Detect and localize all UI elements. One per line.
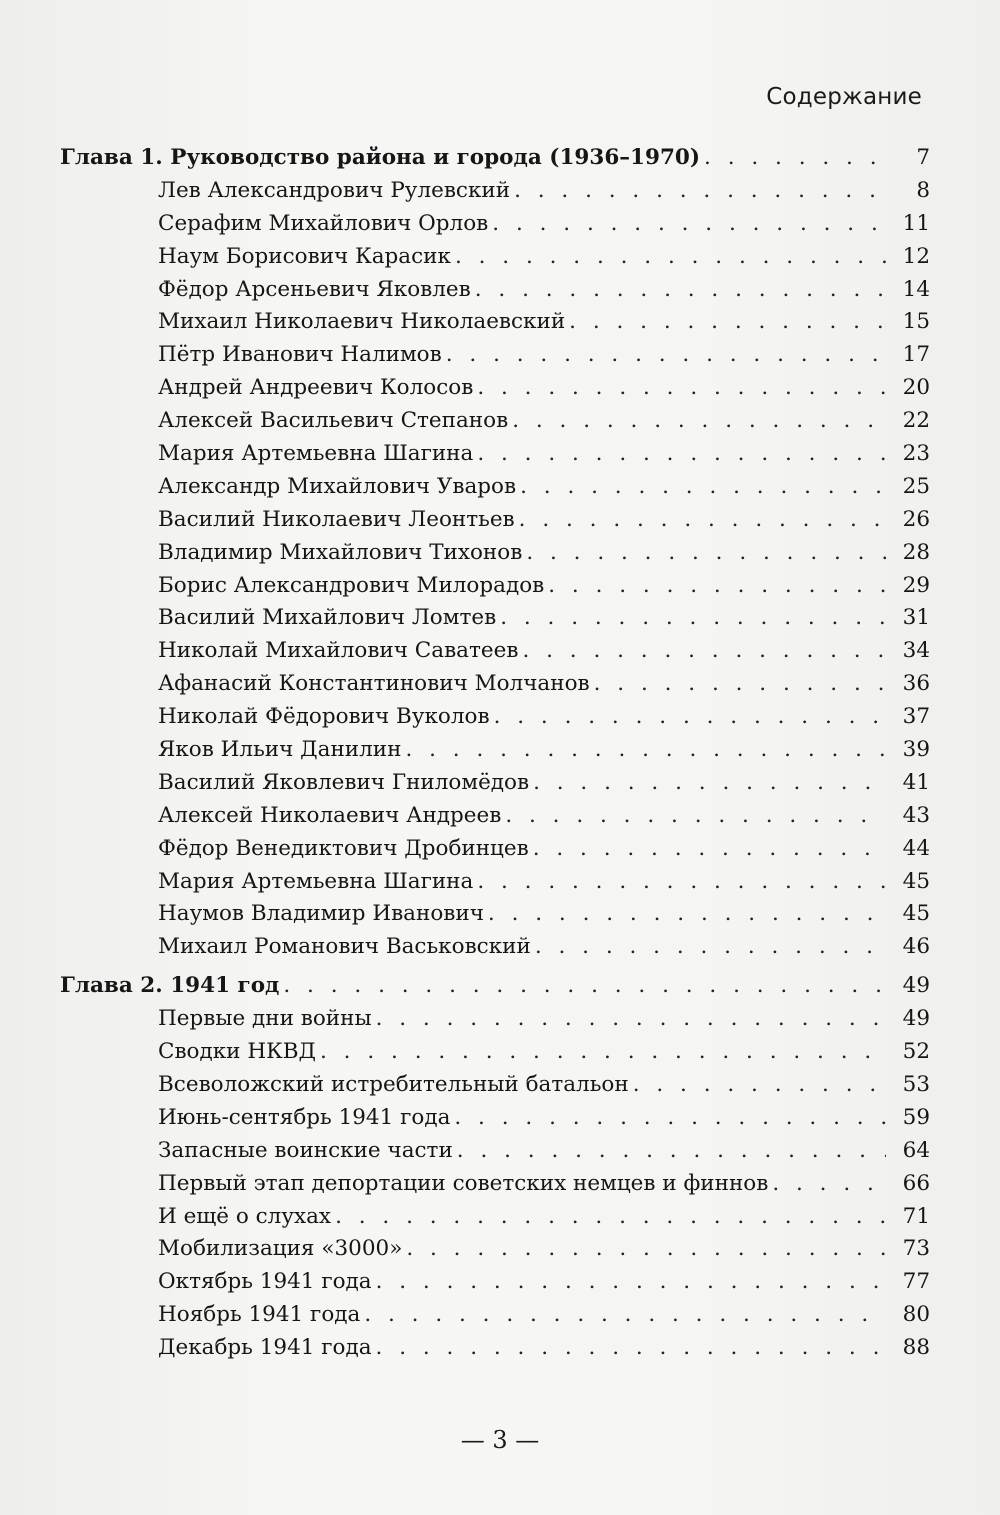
- toc-entry-title: Июнь-сентябрь 1941 года: [158, 1104, 451, 1130]
- toc-entry-row: [60, 1201, 930, 1234]
- toc-entry-row: [60, 701, 930, 734]
- dot-leader: [454, 1102, 886, 1135]
- dot-leader: [405, 734, 886, 767]
- toc-entry-row: [60, 668, 930, 701]
- toc-entry-row: [60, 866, 930, 899]
- toc-entry-row: [60, 1233, 930, 1266]
- toc-entry-title: Николай Фёдорович Вуколов: [158, 704, 490, 730]
- toc-entry-page: 37: [902, 704, 930, 730]
- dot-leader: [704, 142, 886, 175]
- toc-entry-row: [60, 372, 930, 405]
- dot-leader: [594, 668, 886, 701]
- dot-leader: [376, 1332, 886, 1365]
- toc-entry-title: Лев Александрович Рулевский: [158, 177, 511, 203]
- toc-entry-page: 73: [902, 1236, 930, 1262]
- dot-leader: [477, 866, 886, 899]
- toc-entry-row: [60, 931, 930, 964]
- toc-entry-page: 8: [916, 177, 930, 203]
- toc-entry-row: [60, 175, 930, 208]
- toc-entry-page: 77: [902, 1269, 930, 1295]
- dot-leader: [477, 438, 886, 471]
- toc-entry-row: [60, 1102, 930, 1135]
- toc-entry-row: [60, 570, 930, 603]
- toc-entry-page: 22: [902, 408, 930, 434]
- toc-entry-title: Фёдор Венедиктович Дробинцев: [158, 835, 529, 861]
- toc-entry-title: И ещё о слухах: [158, 1203, 332, 1229]
- toc-entry-row: [60, 1003, 930, 1036]
- toc-entry-title: Наумов Владимир Иванович: [158, 901, 484, 927]
- dot-leader: [512, 405, 886, 438]
- toc-entry-row: [60, 800, 930, 833]
- dot-leader: [320, 1036, 886, 1069]
- toc-entry-page: 25: [902, 473, 930, 499]
- toc-entry-row: [60, 1135, 930, 1168]
- dot-leader: [376, 1003, 886, 1036]
- toc-entry-page: 53: [902, 1071, 930, 1097]
- dot-leader: [406, 1233, 886, 1266]
- toc-entry-title: Октябрь 1941 года: [158, 1269, 372, 1295]
- toc-entry-row: [60, 241, 930, 274]
- toc-entry-title: Афанасий Константинович Молчанов: [158, 671, 590, 697]
- toc-entry-page: 28: [902, 539, 930, 565]
- toc-entry-page: 26: [902, 506, 930, 532]
- toc-entry-page: 20: [902, 375, 930, 401]
- dot-leader: [488, 898, 886, 931]
- toc-entry-title: Пётр Иванович Налимов: [158, 342, 442, 368]
- toc-chapter-row: [60, 970, 930, 1003]
- toc-entry-page: 66: [902, 1170, 930, 1196]
- page-title: Содержание: [766, 84, 922, 110]
- dot-leader: [522, 635, 886, 668]
- toc-entry-page: 39: [902, 737, 930, 763]
- toc-entry-title: Первый этап депортации советских немцев и финнов: [158, 1170, 769, 1196]
- toc-entry-page: 31: [902, 605, 930, 631]
- toc-entry-title: Мария Артемьевна Шагина: [158, 441, 474, 467]
- toc-entry-title: Декабрь 1941 года: [158, 1335, 372, 1361]
- dot-leader: [500, 602, 886, 635]
- dot-leader: [548, 570, 886, 603]
- toc-entry-row: [60, 602, 930, 635]
- toc-entry-page: 52: [902, 1039, 930, 1065]
- dot-leader: [376, 1266, 886, 1299]
- dot-leader: [446, 339, 886, 372]
- toc-entry-page: 49: [902, 973, 930, 999]
- toc-entry-title: Ноябрь 1941 года: [158, 1302, 361, 1328]
- dot-leader: [772, 1168, 886, 1201]
- toc-entry-title: Михаил Николаевич Николаевский: [158, 309, 566, 335]
- toc-entry-title: Борис Александрович Милорадов: [158, 572, 545, 598]
- dot-leader: [364, 1299, 886, 1332]
- toc-entry-row: [60, 471, 930, 504]
- toc-entry-title: Алексей Васильевич Степанов: [158, 408, 509, 434]
- toc-entry-row: [60, 306, 930, 339]
- toc-entry-row: [60, 208, 930, 241]
- dot-leader: [283, 970, 886, 1003]
- dot-leader: [475, 274, 886, 307]
- dot-leader: [533, 833, 886, 866]
- toc-entry-page: 23: [902, 441, 930, 467]
- toc-entry-row: [60, 339, 930, 372]
- toc-entry-row: [60, 1332, 930, 1365]
- toc-entry-title: Серафим Михайлович Орлов: [158, 210, 489, 236]
- page-number: — 3 —: [460, 1426, 540, 1454]
- toc-entry-page: 45: [902, 901, 930, 927]
- toc-entry-page: 80: [902, 1302, 930, 1328]
- toc-entry-row: [60, 438, 930, 471]
- toc-entry-title: Владимир Михайлович Тихонов: [158, 539, 523, 565]
- dot-leader: [494, 701, 886, 734]
- toc-entry-row: [60, 1069, 930, 1102]
- dot-leader: [514, 175, 886, 208]
- toc-entry-title: Алексей Николаевич Андреев: [158, 802, 502, 828]
- dot-leader: [477, 372, 886, 405]
- toc-entry-title: Запасные воинские части: [158, 1137, 453, 1163]
- toc-entry-title: Фёдор Арсеньевич Яковлев: [158, 276, 471, 302]
- toc-entry-title: Андрей Андреевич Колосов: [158, 375, 474, 401]
- dot-leader: [633, 1069, 886, 1102]
- toc-entry-title: Всеволожский истребительный батальон: [158, 1071, 629, 1097]
- toc-entry-page: 11: [902, 210, 930, 236]
- toc-entry-page: 43: [902, 802, 930, 828]
- dot-leader: [526, 537, 886, 570]
- toc-entry-page: 14: [902, 276, 930, 302]
- toc-entry-title: Сводки НКВД: [158, 1039, 317, 1065]
- toc-entry-page: 46: [902, 934, 930, 960]
- toc-entry-title: Мария Артемьевна Шагина: [158, 868, 474, 894]
- toc-entry-page: 15: [902, 309, 930, 335]
- dot-leader: [457, 1135, 886, 1168]
- toc-entry-title: Наум Борисович Карасик: [158, 243, 451, 269]
- toc-entry-page: 49: [902, 1006, 930, 1032]
- table-of-contents: [60, 142, 930, 1365]
- toc-entry-title: Михаил Романович Васьковский: [158, 934, 531, 960]
- toc-entry-page: 88: [902, 1335, 930, 1361]
- toc-entry-title: Глава 2. 1941 год: [60, 973, 280, 999]
- toc-entry-page: 36: [902, 671, 930, 697]
- toc-entry-row: [60, 767, 930, 800]
- toc-entry-page: 59: [902, 1104, 930, 1130]
- toc-entry-title: Василий Яковлевич Гниломёдов: [158, 769, 530, 795]
- toc-chapter-row: [60, 142, 930, 175]
- toc-entry-title: Глава 1. Руководство района и города (1936–1970): [60, 145, 701, 170]
- toc-entry-title: Яков Ильич Данилин: [158, 737, 402, 763]
- dot-leader: [335, 1201, 886, 1234]
- toc-entry-row: [60, 734, 930, 767]
- toc-entry-row: [60, 1036, 930, 1069]
- dot-leader: [569, 306, 886, 339]
- dot-leader: [520, 471, 886, 504]
- toc-entry-page: 17: [902, 342, 930, 368]
- toc-entry-row: [60, 405, 930, 438]
- toc-entry-page: 7: [916, 145, 930, 170]
- toc-entry-row: [60, 537, 930, 570]
- dot-leader: [533, 767, 886, 800]
- dot-leader: [535, 931, 886, 964]
- toc-entry-title: Мобилизация «3000»: [158, 1236, 403, 1262]
- toc-entry-page: 34: [902, 638, 930, 664]
- toc-entry-page: 64: [902, 1137, 930, 1163]
- toc-entry-title: Николай Михайлович Саватеев: [158, 638, 519, 664]
- toc-entry-row: [60, 1299, 930, 1332]
- toc-entry-title: Первые дни войны: [158, 1006, 372, 1032]
- dot-leader: [519, 504, 886, 537]
- dot-leader: [455, 241, 886, 274]
- toc-entry-title: Василий Михайлович Ломтев: [158, 605, 497, 631]
- toc-entry-row: [60, 504, 930, 537]
- dot-leader: [505, 800, 886, 833]
- toc-entry-row: [60, 1168, 930, 1201]
- toc-entry-page: 12: [902, 243, 930, 269]
- toc-entry-page: 45: [902, 868, 930, 894]
- dot-leader: [492, 208, 886, 241]
- toc-entry-row: [60, 635, 930, 668]
- toc-entry-title: Василий Николаевич Леонтьев: [158, 506, 515, 532]
- toc-entry-page: 71: [902, 1203, 930, 1229]
- toc-entry-row: [60, 1266, 930, 1299]
- toc-entry-title: Александр Михайлович Уваров: [158, 473, 517, 499]
- toc-entry-row: [60, 274, 930, 307]
- toc-entry-row: [60, 833, 930, 866]
- toc-entry-page: 44: [902, 835, 930, 861]
- toc-entry-page: 41: [902, 769, 930, 795]
- toc-entry-row: [60, 898, 930, 931]
- toc-entry-page: 29: [902, 572, 930, 598]
